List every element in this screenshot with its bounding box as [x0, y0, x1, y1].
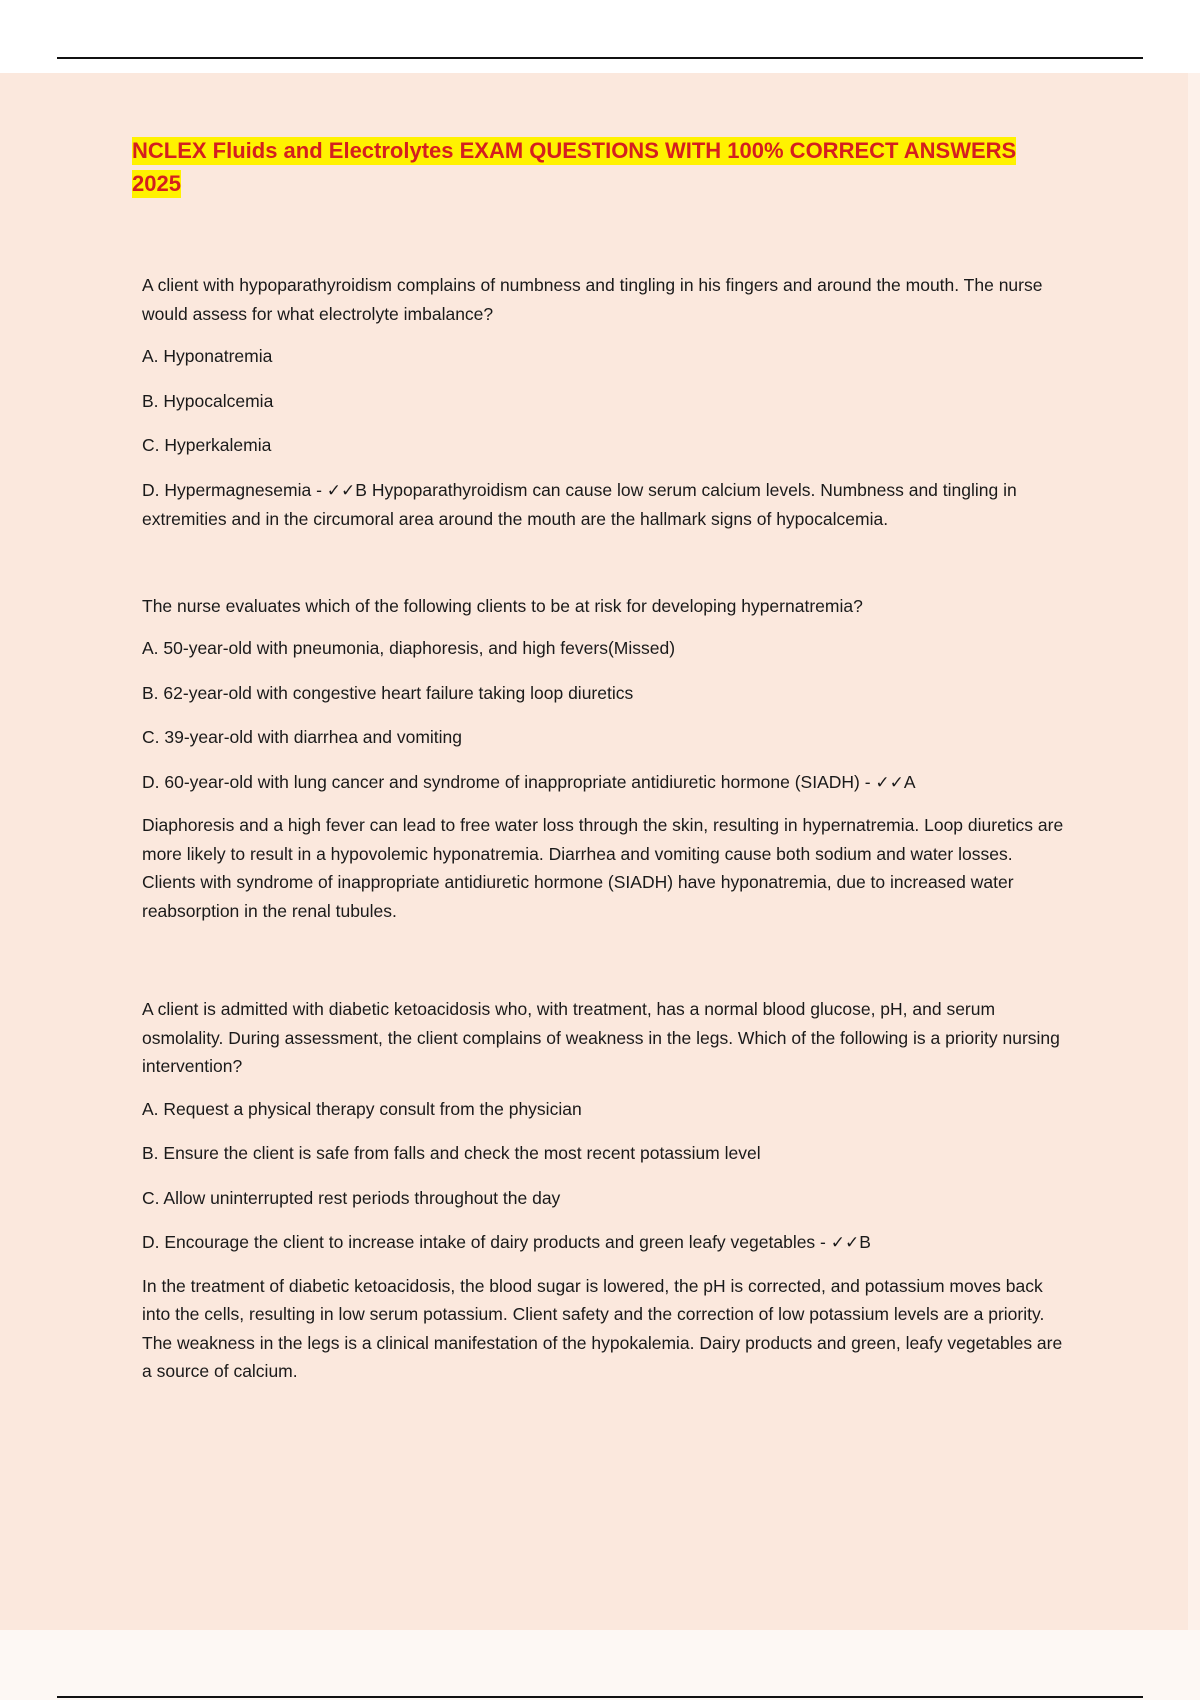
- question-list: [142, 271, 1067, 1386]
- option-a: A. Hyponatremia: [142, 346, 273, 366]
- option-d-with-answer: [142, 476, 1067, 534]
- spacer: [142, 534, 1067, 592]
- option-c: C. Hyperkalemia: [142, 435, 272, 455]
- answer-rationale: Diaphoresis and a high fever can lead to free water loss through the skin, resulting in hypernatremia. Loop diuretics are more likely to result in a hypovolemic hyponatremia. Diarrhea and vomiting cause both sodium and water losses. Clients with syndrome of inappropriate antidiuretic hormone (SIADH) have hyponatremia, due to increased water reabsorption in the renal tubules.: [142, 815, 1064, 921]
- checkmark-icon: ✓✓: [875, 772, 904, 793]
- question-stem: A client with hypoparathyroidism complains of numbness and tingling in his fingers and around the mouth. The nurse would assess for what electrolyte imbalance?: [142, 275, 1043, 324]
- checkmark-icon: ✓✓: [830, 1233, 860, 1253]
- title-line-2: 2025: [132, 171, 181, 196]
- bottom-rule: [57, 1696, 1143, 1698]
- answer-letter: B: [859, 1232, 871, 1252]
- option-b: B. Ensure the client is safe from falls and check the most recent potassium level: [142, 1143, 761, 1163]
- page-footer-band: [0, 1630, 1200, 1700]
- question-stem: A client is admitted with diabetic ketoacidosis who, with treatment, has a normal blood glucose, pH, and serum osmolality. During assessment, the client complains of weakness in the legs. Which of the following is a priority nursing intervention?: [142, 999, 1060, 1076]
- option-c: C. Allow uninterrupted rest periods throughout the day: [142, 1187, 561, 1208]
- option-d: D. 60-year-old with lung cancer and syndrome of inappropriate antidiuretic hormone (SIADH) -: [142, 771, 871, 792]
- title-line-1: NCLEX Fluids and Electrolytes EXAM QUESTIONS WITH 100% CORRECT ANSWERS: [132, 138, 1017, 163]
- question-2: [142, 592, 1067, 926]
- top-rule: [57, 57, 1143, 59]
- checkmark-icon: ✓✓: [326, 480, 356, 501]
- option-d: D. Encourage the client to increase intake of dairy products and green leafy vegetables -: [142, 1232, 826, 1252]
- document-title: [132, 134, 1062, 200]
- option-c: C. 39-year-old with diarrhea and vomiting: [142, 727, 463, 747]
- option-b: B. 62-year-old with congestive heart failure taking loop diuretics: [142, 682, 634, 703]
- option-d-with-answer: [142, 768, 1067, 798]
- option-d: D. Hypermagnesemia -: [142, 479, 322, 500]
- answer-rationale: In the treatment of diabetic ketoacidosis, the blood sugar is lowered, the pH is corrected, and potassium moves back into the cells, resulting in low serum potassium. Client safety and the correction of low potassium levels are a priority. The weakness in the legs is a clinical manifestation of the hypokalemia. Dairy products and green, leafy vegetables are a source of calcium.: [142, 1275, 1063, 1381]
- question-stem: The nurse evaluates which of the following clients to be at risk for developing hypernatremia?: [142, 595, 863, 616]
- spacer: [142, 925, 1067, 995]
- question-3: [142, 995, 1067, 1386]
- question-1: [142, 271, 1067, 534]
- answer-rationale: B Hypoparathyroidism can cause low serum calcium levels. Numbness and tingling in extremities and in the circumoral area around the mouth are the hallmark signs of hypocalcemia.: [142, 479, 1017, 529]
- option-d-with-answer: [142, 1228, 1067, 1258]
- option-a: A. Request a physical therapy consult from the physician: [142, 1098, 582, 1119]
- option-a: A. 50-year-old with pneumonia, diaphoresis, and high fevers(Missed): [142, 638, 676, 658]
- answer-letter: A: [903, 771, 916, 792]
- option-b: B. Hypocalcemia: [142, 390, 274, 411]
